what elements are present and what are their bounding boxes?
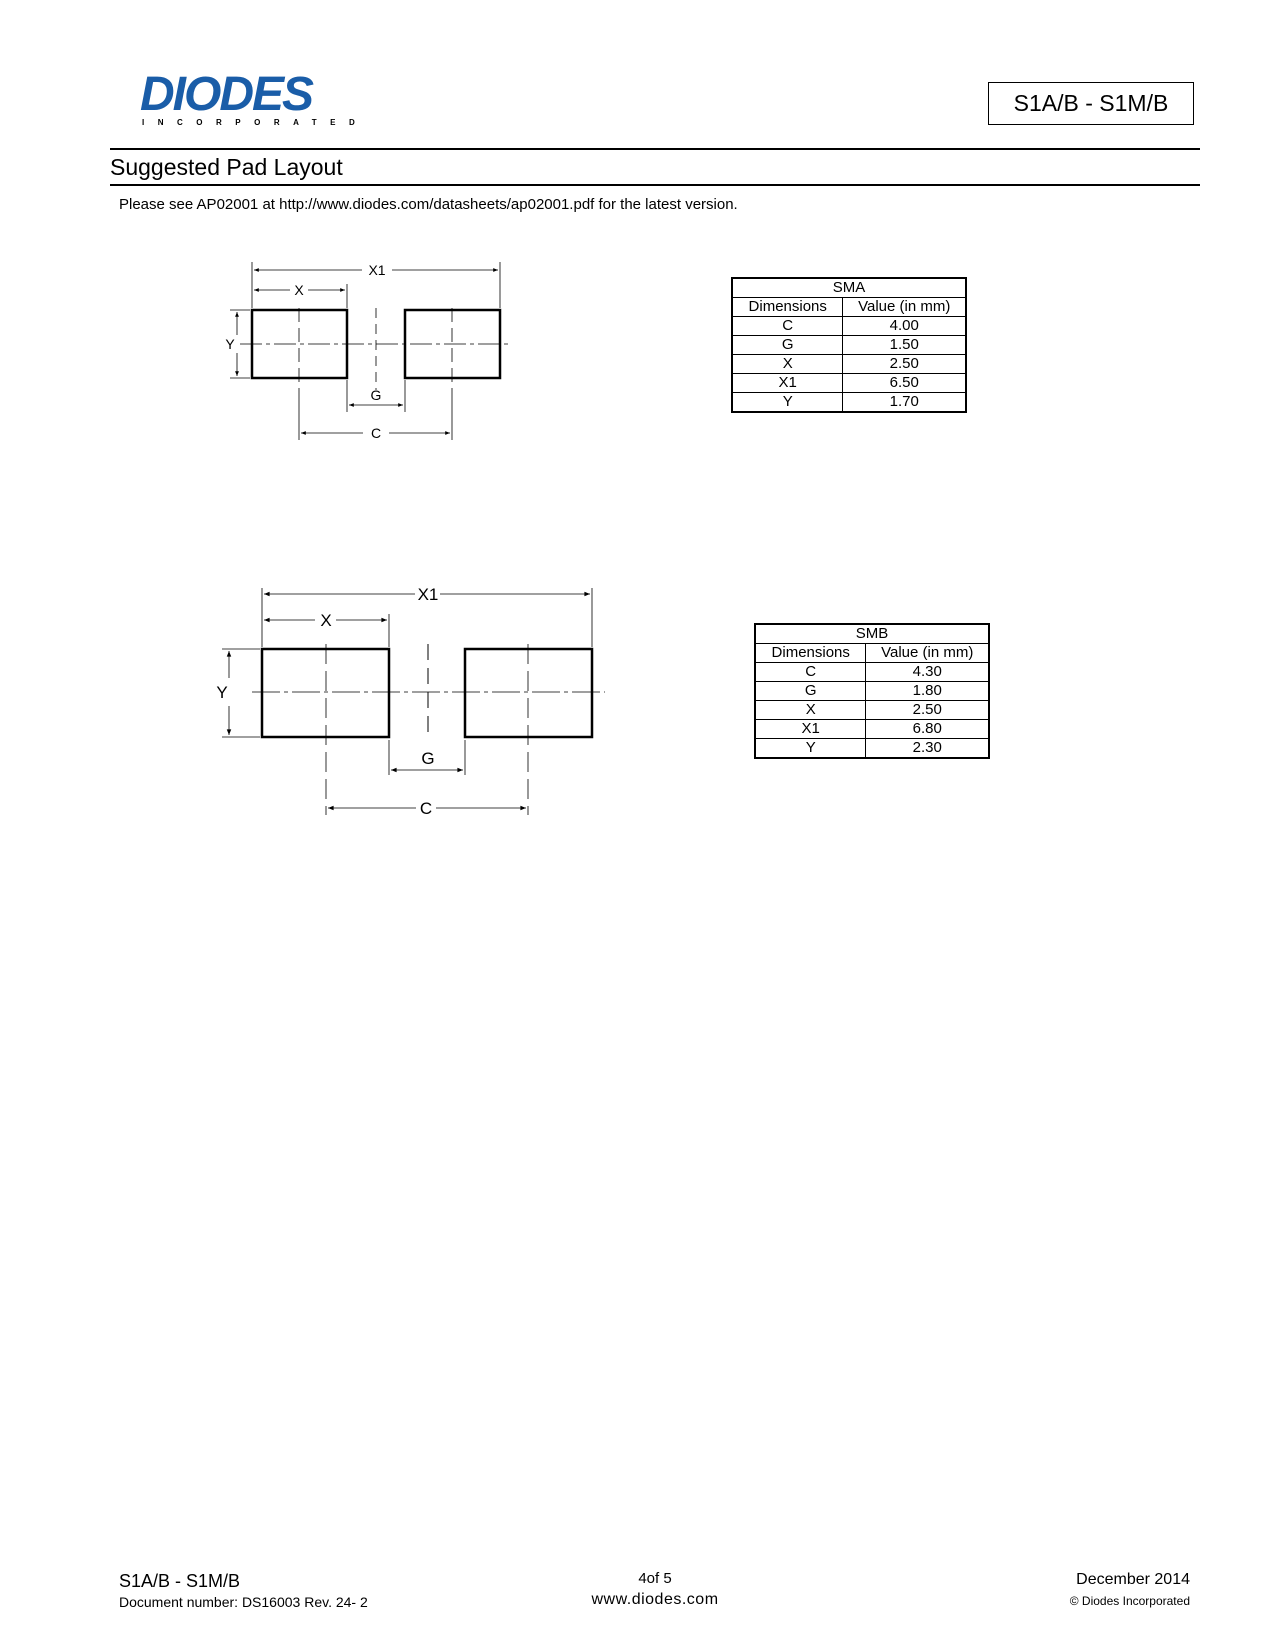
table-row <box>732 393 966 413</box>
sma-label-g: G <box>370 387 382 403</box>
logo-subtext: INCORPORATED <box>142 118 369 127</box>
table-title: SMA <box>732 278 966 298</box>
smb-label-c: C <box>419 799 433 818</box>
dimension-cell: Y <box>732 393 843 413</box>
value-cell: 4.30 <box>866 663 989 682</box>
smb-pad-right <box>465 649 592 737</box>
diodes-logo <box>140 70 370 130</box>
dimension-cell: X <box>732 355 843 374</box>
table-row <box>755 701 989 720</box>
section-title: Suggested Pad Layout <box>110 154 343 180</box>
sma-label-x: X <box>294 282 304 298</box>
smb-pad-diagram <box>200 580 620 825</box>
logo-wordmark: DIODES <box>140 70 313 121</box>
smb-label-x: X <box>320 611 332 630</box>
table-row <box>732 374 966 393</box>
dimension-cell: X1 <box>755 720 866 739</box>
part-number: S1A/B - S1M/B <box>1013 90 1169 116</box>
dimension-cell: G <box>755 682 866 701</box>
dimension-cell: X <box>755 701 866 720</box>
value-cell: 4.00 <box>843 317 966 336</box>
smb-label-y: Y <box>216 683 228 702</box>
value-cell: 2.30 <box>866 739 989 759</box>
column-header: Value (in mm) <box>866 644 989 663</box>
table-row <box>732 336 966 355</box>
footer-part-number: S1A/B - S1M/B <box>119 1571 241 1591</box>
smb-label-g: G <box>421 749 435 768</box>
footer-document-number: Document number: DS16003 Rev. 24- 2 <box>119 1594 368 1610</box>
footer-copyright: © Diodes Incorporated <box>1069 1594 1190 1608</box>
reference-note: Please see AP02001 at http://www.diodes.com/datasheets/ap02001.pdf for the latest version. <box>119 196 738 213</box>
column-header: Dimensions <box>732 298 843 317</box>
value-cell: 2.50 <box>866 701 989 720</box>
title-rule-bottom <box>110 184 1200 186</box>
sma-label-x1: X1 <box>368 262 386 278</box>
table-row <box>732 355 966 374</box>
dimension-cell: C <box>732 317 843 336</box>
smb-dimensions-table <box>754 623 990 759</box>
sma-label-c: C <box>370 425 382 441</box>
table-row <box>755 682 989 701</box>
footer-website-link[interactable]: www.diodes.com <box>591 1591 719 1608</box>
value-cell: 2.50 <box>843 355 966 374</box>
footer-page-number: 4of 5 <box>638 1570 672 1587</box>
sma-dimensions-table <box>731 277 967 413</box>
dimension-cell: X1 <box>732 374 843 393</box>
smb-label-x1: X1 <box>417 585 439 604</box>
table-row <box>755 739 989 759</box>
value-cell: 6.80 <box>866 720 989 739</box>
footer-date: December 2014 <box>1076 1571 1190 1588</box>
table-row <box>732 317 966 336</box>
dimension-cell: G <box>732 336 843 355</box>
table-title: SMB <box>755 624 989 644</box>
title-rule-top <box>110 148 1200 150</box>
value-cell: 1.70 <box>843 393 966 413</box>
sma-label-y: Y <box>225 336 235 352</box>
dimension-cell: Y <box>755 739 866 759</box>
value-cell: 1.50 <box>843 336 966 355</box>
column-header: Value (in mm) <box>843 298 966 317</box>
smb-pad-left <box>262 649 389 737</box>
table-row <box>755 720 989 739</box>
part-number-box <box>988 82 1194 125</box>
value-cell: 6.50 <box>843 374 966 393</box>
dimension-cell: C <box>755 663 866 682</box>
table-row <box>755 663 989 682</box>
sma-pad-diagram <box>200 250 520 455</box>
column-header: Dimensions <box>755 644 866 663</box>
value-cell: 1.80 <box>866 682 989 701</box>
